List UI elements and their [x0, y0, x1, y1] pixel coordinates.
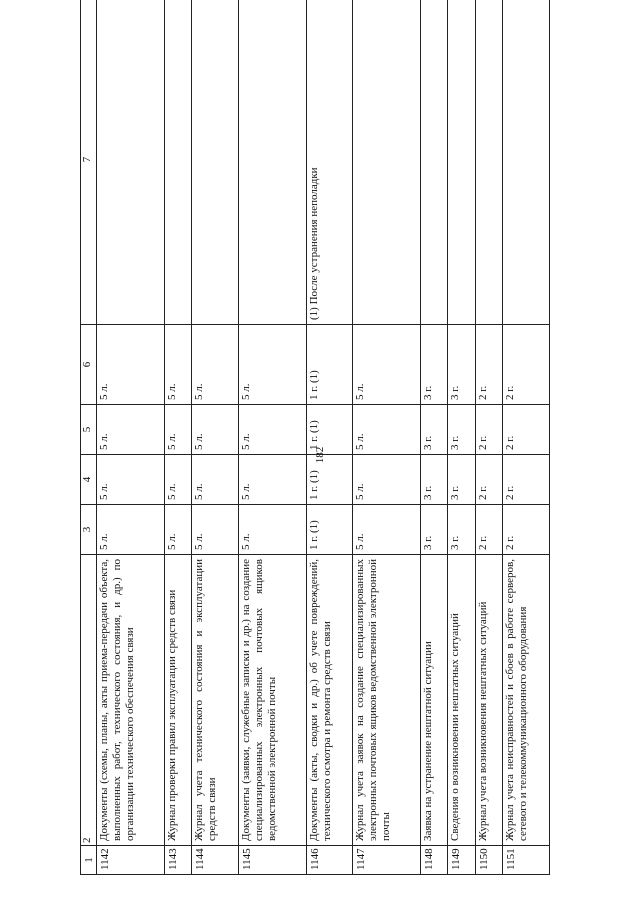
table-row: [420, 0, 447, 875]
table-row: [164, 0, 191, 875]
retention-col4: 3 г.: [448, 455, 475, 505]
column-header-5: 5: [81, 405, 97, 455]
row-number: 1146: [306, 846, 353, 875]
retention-col3: 5 л.: [353, 505, 421, 555]
row-note: [164, 0, 191, 325]
row-number: 1144: [192, 846, 239, 875]
retention-col4: 2 г.: [475, 455, 502, 505]
table-row: [306, 0, 353, 875]
records-table-container: [80, 30, 550, 875]
retention-col3: 5 л.: [238, 505, 306, 555]
retention-col3: 5 л.: [96, 505, 164, 555]
row-description: Сведения о возникновении нештатных ситуаций: [448, 555, 475, 846]
retention-col5: 5 л.: [164, 405, 191, 455]
table-row: [96, 0, 164, 875]
retention-col4: 1 г. (1): [306, 455, 353, 505]
row-number: 1143: [164, 846, 191, 875]
retention-col3: 3 г.: [420, 505, 447, 555]
row-note: [353, 0, 421, 325]
retention-col3: 3 г.: [448, 505, 475, 555]
retention-col5: 5 л.: [96, 405, 164, 455]
retention-col4: 5 л.: [96, 455, 164, 505]
row-number: 1145: [238, 846, 306, 875]
column-header-3: 3: [81, 505, 97, 555]
column-header-1: 1: [81, 846, 97, 875]
row-description: Журнал учета заявок на создание специализированных электронных почтовых ящиков ведомственной электронной почты: [353, 555, 421, 846]
retention-col3: 2 г.: [475, 505, 502, 555]
row-note: [238, 0, 306, 325]
column-header-7: 7: [81, 0, 97, 325]
row-description: Заявка на устранение нештатной ситуации: [420, 555, 447, 846]
row-description: Журнал учета неисправностей и сбоев в работе серверов, сетевого и телекоммуникационного оборудования: [503, 555, 550, 846]
table-header-row: [81, 0, 97, 875]
retention-col5: 5 л.: [353, 405, 421, 455]
table-row: [192, 0, 239, 875]
column-header-2: 2: [81, 555, 97, 846]
retention-col6: 5 л.: [353, 325, 421, 405]
retention-col6: 5 л.: [164, 325, 191, 405]
table-row: [353, 0, 421, 875]
retention-col3: 5 л.: [164, 505, 191, 555]
retention-col4: 2 г.: [503, 455, 550, 505]
row-number: 1150: [475, 846, 502, 875]
retention-col4: 5 л.: [353, 455, 421, 505]
retention-col5: 2 г.: [475, 405, 502, 455]
retention-col5: 3 г.: [448, 405, 475, 455]
retention-col6: 3 г.: [420, 325, 447, 405]
column-header-6: 6: [81, 325, 97, 405]
row-number: 1151: [503, 846, 550, 875]
table-row: [238, 0, 306, 875]
row-note: [96, 0, 164, 325]
row-note: [420, 0, 447, 325]
row-number: 1148: [420, 846, 447, 875]
retention-col5: 5 л.: [192, 405, 239, 455]
row-note: [475, 0, 502, 325]
retention-col3: 1 г. (1): [306, 505, 353, 555]
row-description: Журнал учета технического состояния и эксплуатации средств связи: [192, 555, 239, 846]
row-description: Журнал учета возникновения нештатных ситуаций: [475, 555, 502, 846]
retention-col6: 5 л.: [96, 325, 164, 405]
retention-col4: 5 л.: [164, 455, 191, 505]
page-number: 182: [314, 446, 326, 464]
retention-col5: 3 г.: [420, 405, 447, 455]
table-row: [503, 0, 550, 875]
row-description: Документы (заявки, служебные записки и др.) на создание специализированных электронных почтовых ящиков ведомственной электронной почты: [238, 555, 306, 846]
retention-col6: 2 г.: [503, 325, 550, 405]
row-note: (1) После устранения неполадки: [306, 0, 353, 325]
retention-col4: 5 л.: [192, 455, 239, 505]
row-number: 1142: [96, 846, 164, 875]
row-note: [503, 0, 550, 325]
retention-col6: 3 г.: [448, 325, 475, 405]
retention-col6: 1 г. (1): [306, 325, 353, 405]
row-note: [448, 0, 475, 325]
table-row: [448, 0, 475, 875]
retention-col5: 2 г.: [503, 405, 550, 455]
retention-col6: 2 г.: [475, 325, 502, 405]
row-description: Документы (акты, сводки и др.) об учете повреждений, технического осмотра и ремонта средств связи: [306, 555, 353, 846]
row-description: Документы (схемы, планы, акты приема-передачи объекта, выполненных работ, технического состояния, и др.) по организации технического обеспечения связи: [96, 555, 164, 846]
retention-col3: 2 г.: [503, 505, 550, 555]
retention-col6: 5 л.: [192, 325, 239, 405]
retention-col3: 5 л.: [192, 505, 239, 555]
row-note: [192, 0, 239, 325]
retention-col6: 5 л.: [238, 325, 306, 405]
retention-col4: 5 л.: [238, 455, 306, 505]
column-header-4: 4: [81, 455, 97, 505]
retention-col5: 1 г. (1): [306, 405, 353, 455]
retention-col5: 5 л.: [238, 405, 306, 455]
table-row: [475, 0, 502, 875]
row-description: Журнал проверки правил эксплуатации средств связи: [164, 555, 191, 846]
row-number: 1149: [448, 846, 475, 875]
retention-col4: 3 г.: [420, 455, 447, 505]
records-table: [80, 0, 550, 875]
row-number: 1147: [353, 846, 421, 875]
